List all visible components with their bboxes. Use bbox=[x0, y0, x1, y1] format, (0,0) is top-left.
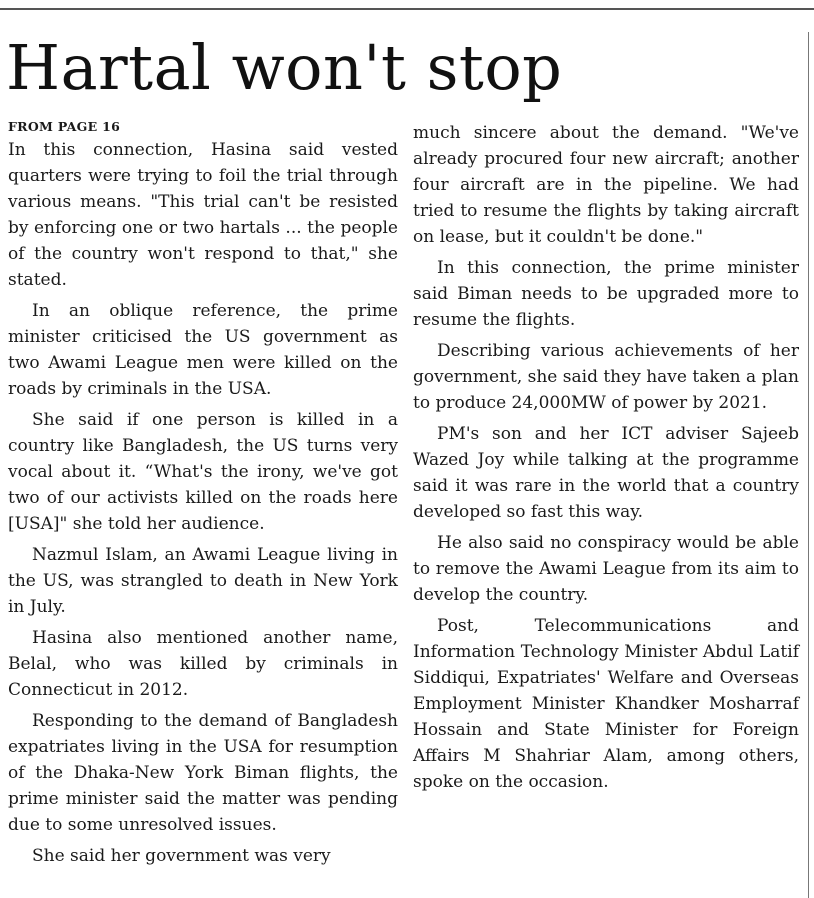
paragraph: In this connection, Hasina said vested quarters were trying to foil the trial through various means. "This trial can't be resisted by enforcing one or two hartals ... the people of the country won't respond to that," she stated. bbox=[8, 140, 398, 290]
paragraph: Nazmul Islam, an Awami League living in the US, was strangled to death in New York in July. bbox=[8, 545, 398, 617]
paragraph: She said her government was very bbox=[32, 846, 331, 866]
paragraph: She said if one person is killed in a country like Bangladesh, the US turns very vocal about it. “What's the irony, we've got two of our activists killed on the roads here [USA]" she told her audience. bbox=[8, 410, 398, 534]
paragraph: He also said no conspiracy would be able to remove the Awami League from its aim to develop the country. bbox=[413, 533, 799, 605]
paragraph: Responding to the demand of Bangladesh expatriates living in the USA for resumption of the Dhaka-New York Biman flights, the prime minister said the matter was pending due to some unresolved issues. bbox=[8, 711, 398, 835]
paragraph: much sincere about the demand. "We've already procured four new aircraft; another four aircraft are in the pipeline. We had tried to resume the flights by taking aircraft on lease, but it couldn't be done." bbox=[413, 123, 799, 247]
paragraph: In an oblique reference, the prime minister criticised the US government as two Awami League men were killed on the roads by criminals in the USA. bbox=[8, 301, 398, 399]
paragraph: PM's son and her ICT adviser Sajeeb Wazed Joy while talking at the programme said it was rare in the world that a country developed so fast this way. bbox=[413, 424, 799, 522]
column-rule bbox=[808, 32, 809, 898]
top-rule bbox=[0, 8, 814, 10]
left-column bbox=[8, 118, 398, 874]
paragraph: Post, Telecommunications and Information Technology Minister Abdul Latif Siddiqui, Expatriates' Welfare and Overseas Employment Minister Khandker Mosharraf Hossain and State Minister for Foreign Affairs M Shahriar Alam, among others, spoke on the occasion. bbox=[413, 616, 799, 792]
headline: Hartal won't stop bbox=[6, 31, 563, 104]
right-column bbox=[413, 120, 799, 800]
paragraph: Hasina also mentioned another name, Belal, who was killed by criminals in Connecticut in 2012. bbox=[8, 628, 398, 700]
paragraph: In this connection, the prime minister said Biman needs to be upgraded more to resume the flights. bbox=[413, 258, 799, 330]
jumpline: FROM PAGE 16 bbox=[8, 119, 121, 134]
paragraph: Describing various achievements of her government, she said they have taken a plan to produce 24,000MW of power by 2021. bbox=[413, 341, 799, 413]
